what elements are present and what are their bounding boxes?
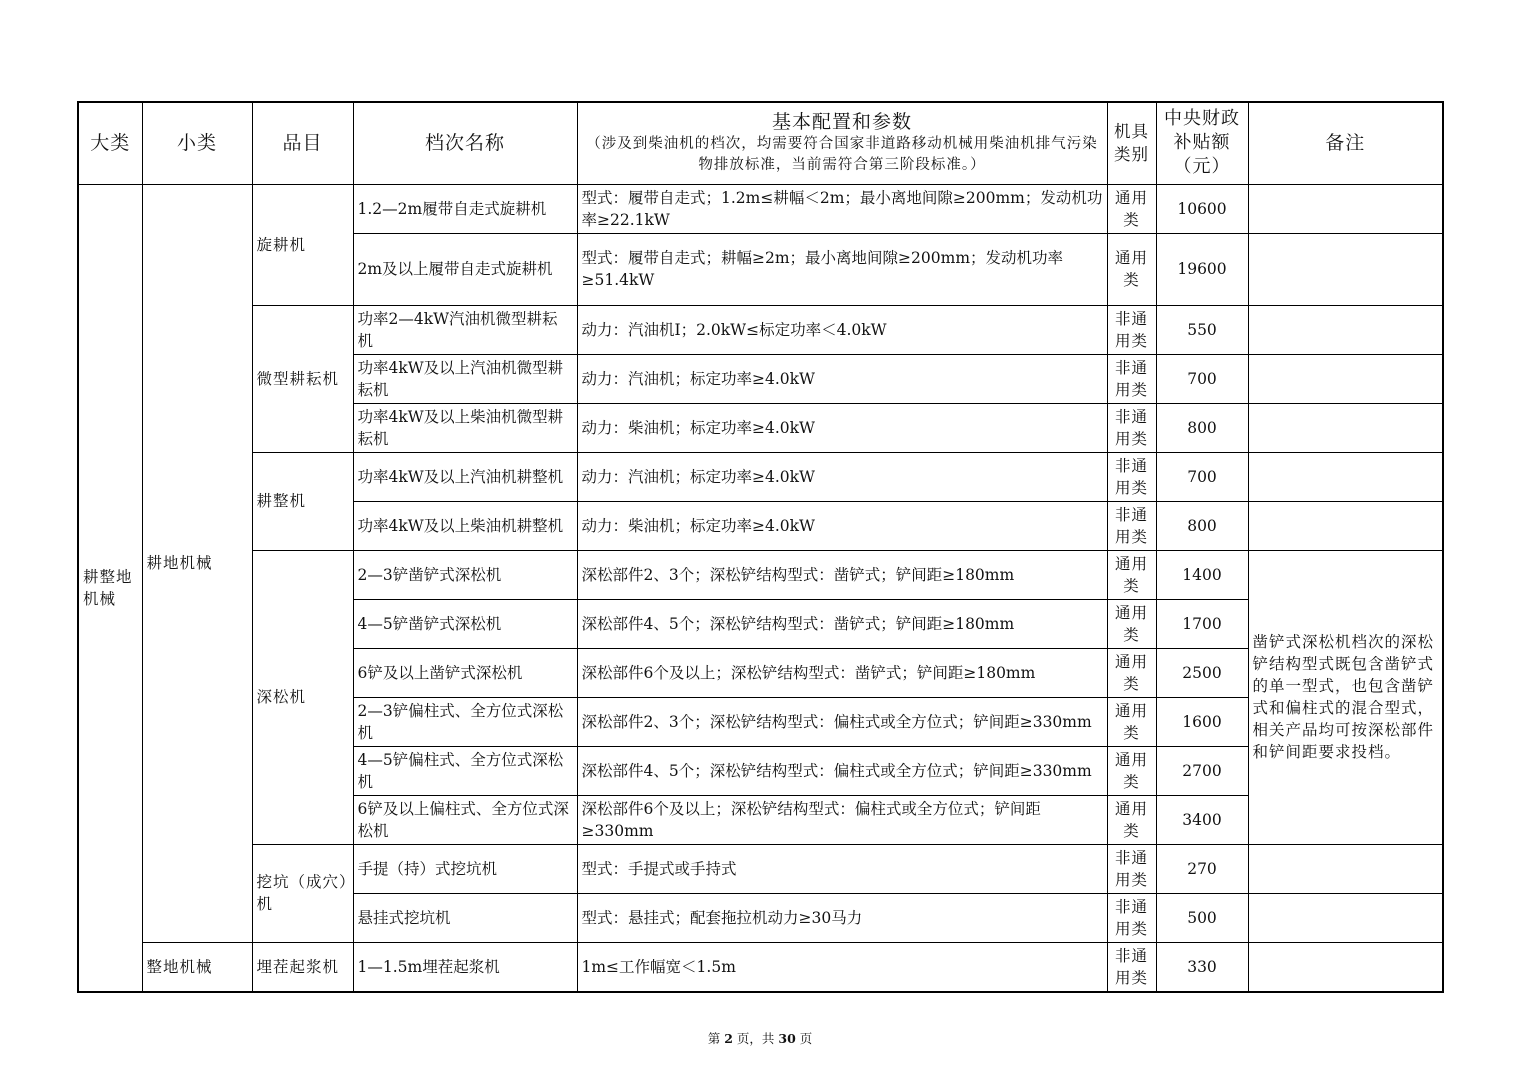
grade-cell: 4—5铲偏柱式、全方位式深松机: [353, 746, 577, 795]
type-cell: 非通用类: [1107, 501, 1156, 550]
type-cell: 非通用类: [1107, 403, 1156, 452]
grade-cell: 悬挂式挖坑机: [353, 893, 577, 942]
amount-cell: 1400: [1156, 550, 1248, 599]
remark-cell: [1248, 305, 1443, 354]
header-type: [1107, 102, 1156, 184]
type-cell: 通用类: [1107, 795, 1156, 844]
remark-cell: [1248, 942, 1443, 992]
config-cell: 型式：履带自走式；耕幅≥2m；最小离地间隙≥200mm；发动机功率≥51.4kW: [577, 233, 1107, 305]
type-cell: 通用类: [1107, 550, 1156, 599]
type-cell: 非通用类: [1107, 942, 1156, 992]
amount-cell: 3400: [1156, 795, 1248, 844]
grade-cell: 功率4kW及以上汽油机耕整机: [353, 452, 577, 501]
table-row: [78, 942, 1443, 992]
type-cell: 非通用类: [1107, 893, 1156, 942]
config-cell: 型式：履带自走式；1.2m≤耕幅＜2m；最小离地间隙≥200mm；发动机功率≥22.1kW: [577, 184, 1107, 233]
item-tiller: 耕整机: [252, 452, 353, 550]
table-row: [78, 184, 1443, 233]
type-cell: 通用类: [1107, 746, 1156, 795]
amount-cell: 10600: [1156, 184, 1248, 233]
item-rotary: 旋耕机: [252, 184, 353, 305]
amount-cell: 19600: [1156, 233, 1248, 305]
header-type-text: 机具类别: [1114, 122, 1149, 165]
amount-cell: 800: [1156, 403, 1248, 452]
remark-cell: [1248, 501, 1443, 550]
config-cell: 深松部件2、3个；深松铲结构型式：凿铲式；铲间距≥180mm: [577, 550, 1107, 599]
footer-prefix: 第: [707, 1031, 721, 1046]
type-cell: 通用类: [1107, 697, 1156, 746]
item-digger: 挖坑（成穴）机: [252, 844, 353, 942]
type-cell: 非通用类: [1107, 305, 1156, 354]
subsidy-table: [77, 101, 1444, 993]
grade-cell: 功率2—4kW汽油机微型耕耘机: [353, 305, 577, 354]
footer-mid: 页，共: [736, 1031, 775, 1046]
type-cell: 非通用类: [1107, 452, 1156, 501]
amount-cell: 270: [1156, 844, 1248, 893]
type-cell: 通用类: [1107, 599, 1156, 648]
config-cell: 动力：柴油机；标定功率≥4.0kW: [577, 403, 1107, 452]
config-cell: 深松部件4、5个；深松铲结构型式：偏柱式或全方位式；铲间距≥330mm: [577, 746, 1107, 795]
config-cell: 深松部件2、3个；深松铲结构型式：偏柱式或全方位式；铲间距≥330mm: [577, 697, 1107, 746]
header-minor: 小类: [142, 102, 252, 184]
amount-cell: 1700: [1156, 599, 1248, 648]
footer-suffix: 页: [799, 1031, 813, 1046]
minor-category-tillage: 耕地机械: [142, 184, 252, 942]
type-cell: 通用类: [1107, 184, 1156, 233]
grade-cell: 2—3铲凿铲式深松机: [353, 550, 577, 599]
minor-category-land-prep: 整地机械: [142, 942, 252, 992]
header-major: 大类: [78, 102, 142, 184]
remark-subsoiler: 凿铲式深松机档次的深松铲结构型式既包含凿铲式的单一型式，也包含凿铲式和偏柱式的混合型式，相关产品均可按深松部件和铲间距要求投档。: [1248, 550, 1443, 844]
amount-cell: 1600: [1156, 697, 1248, 746]
item-micro-tiller: 微型耕耘机: [252, 305, 353, 452]
header-grade: 档次名称: [353, 102, 577, 184]
config-cell: 动力：汽油机；标定功率≥4.0kW: [577, 452, 1107, 501]
header-config-title: 基本配置和参数: [771, 111, 912, 134]
remark-cell: [1248, 184, 1443, 233]
amount-cell: 800: [1156, 501, 1248, 550]
config-cell: 型式：手提式或手持式: [577, 844, 1107, 893]
item-buried-stubble: 埋茬起浆机: [252, 942, 353, 992]
config-cell: 型式：悬挂式；配套拖拉机动力≥30马力: [577, 893, 1107, 942]
amount-cell: 330: [1156, 942, 1248, 992]
grade-cell: 功率4kW及以上柴油机耕整机: [353, 501, 577, 550]
header-row: [78, 102, 1443, 184]
header-remark: 备注: [1248, 102, 1443, 184]
header-subsidy: [1156, 102, 1248, 184]
config-cell: 深松部件6个及以上；深松铲结构型式：偏柱式或全方位式；铲间距≥330mm: [577, 795, 1107, 844]
header-item: 品目: [252, 102, 353, 184]
table-row: [78, 550, 1443, 599]
footer-page-number: 2: [724, 1031, 733, 1046]
type-cell: 通用类: [1107, 648, 1156, 697]
table-row: [78, 844, 1443, 893]
remark-cell: [1248, 452, 1443, 501]
config-cell: 动力：汽油机I；2.0kW≤标定功率＜4.0kW: [577, 305, 1107, 354]
table-row: [78, 305, 1443, 354]
amount-cell: 700: [1156, 354, 1248, 403]
type-cell: 非通用类: [1107, 844, 1156, 893]
type-cell: 通用类: [1107, 233, 1156, 305]
type-cell: 非通用类: [1107, 354, 1156, 403]
amount-cell: 2700: [1156, 746, 1248, 795]
remark-cell: [1248, 893, 1443, 942]
grade-cell: 2m及以上履带自走式旋耕机: [353, 233, 577, 305]
footer-total-pages: 30: [778, 1031, 796, 1046]
page-footer: [0, 1029, 1520, 1047]
config-cell: 动力：柴油机；标定功率≥4.0kW: [577, 501, 1107, 550]
grade-cell: 6铲及以上凿铲式深松机: [353, 648, 577, 697]
header-config: [577, 102, 1107, 184]
remark-cell: [1248, 354, 1443, 403]
grade-cell: 1—1.5m埋茬起浆机: [353, 942, 577, 992]
table-row: [78, 452, 1443, 501]
item-subsoiler: 深松机: [252, 550, 353, 844]
grade-cell: 功率4kW及以上汽油机微型耕耘机: [353, 354, 577, 403]
amount-cell: 2500: [1156, 648, 1248, 697]
header-config-note: （涉及到柴油机的档次，均需要符合国家非道路移动机械用柴油机排气污染物排放标准，当前需符合第三阶段标准。）: [586, 136, 1098, 174]
config-cell: 1m≤工作幅宽＜1.5m: [577, 942, 1107, 992]
grade-cell: 功率4kW及以上柴油机微型耕耘机: [353, 403, 577, 452]
remark-cell: [1248, 403, 1443, 452]
remark-cell: [1248, 233, 1443, 305]
grade-cell: 4—5铲凿铲式深松机: [353, 599, 577, 648]
config-cell: 深松部件6个及以上；深松铲结构型式：凿铲式；铲间距≥180mm: [577, 648, 1107, 697]
grade-cell: 手提（持）式挖坑机: [353, 844, 577, 893]
grade-cell: 6铲及以上偏柱式、全方位式深松机: [353, 795, 577, 844]
config-cell: 动力：汽油机；标定功率≥4.0kW: [577, 354, 1107, 403]
grade-cell: 1.2—2m履带自走式旋耕机: [353, 184, 577, 233]
remark-cell: [1248, 844, 1443, 893]
config-cell: 深松部件4、5个；深松铲结构型式：凿铲式；铲间距≥180mm: [577, 599, 1107, 648]
grade-cell: 2—3铲偏柱式、全方位式深松机: [353, 697, 577, 746]
major-category: 耕整地机械: [78, 184, 142, 992]
amount-cell: 700: [1156, 452, 1248, 501]
header-subsidy-text: 中央财政补贴额（元）: [1164, 108, 1240, 178]
amount-cell: 550: [1156, 305, 1248, 354]
amount-cell: 500: [1156, 893, 1248, 942]
